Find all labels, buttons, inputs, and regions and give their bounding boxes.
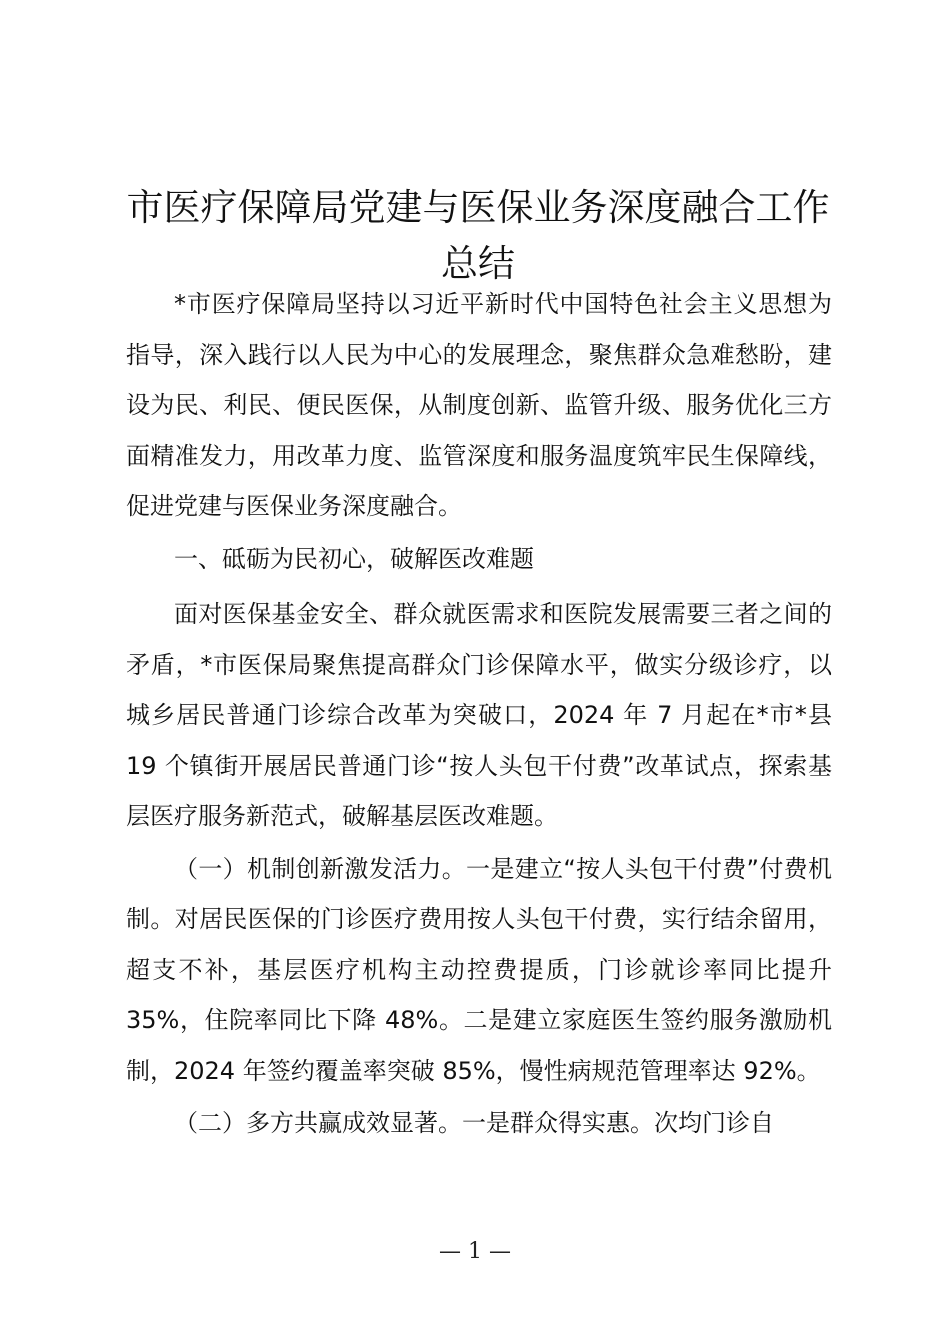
document-body (126, 279, 832, 1151)
subsection-1-paragraph: （一）机制创新激发活力。一是建立“按人头包干付费”付费机制。对居民医保的门诊医疗费用按人头包干付费，实行结余留用，超支不补，基层医疗机构主动控费提质，门诊就诊率同比提升 35%，住院率同比下降 48%。二是建立家庭医生签约服务激励机制，2024 年签约覆盖率突破 85%，慢性病规范管理率达 92%。 (126, 854, 832, 1085)
section-paragraph: 面对医保基金安全、群众就医需求和医院发展需要三者之间的矛盾，*市医保局聚焦提高群众门诊保障水平，做实分级诊疗，以城乡居民普通门诊综合改革为突破口，2024 年 7 月起在*市*县 19 个镇街开展居民普通门诊“按人头包干付费”改革试点，探索基层医疗服务新范式，破解基层医改难题。 (126, 600, 832, 830)
intro-paragraph: *市医疗保障局坚持以习近平新时代中国特色社会主义思想为指导，深入践行以人民为中心的发展理念，聚焦群众急难愁盼，建设为民、利民、便民医保，从制度创新、监管升级、服务优化三方面精准发力，用改革力度、监管深度和服务温度筑牢民生保障线，促进党建与医保业务深度融合。 (126, 290, 832, 520)
subsection-2-paragraph: （二）多方共赢成效显著。一是群众得实惠。次均门诊自 (174, 1109, 774, 1137)
document-title: 市医疗保障局党建与医保业务深度融合工作总结 (126, 186, 830, 285)
page-number: — 1 — (439, 1239, 511, 1264)
section-heading: 一、砥砺为民初心，破解医改难题 (174, 544, 534, 573)
